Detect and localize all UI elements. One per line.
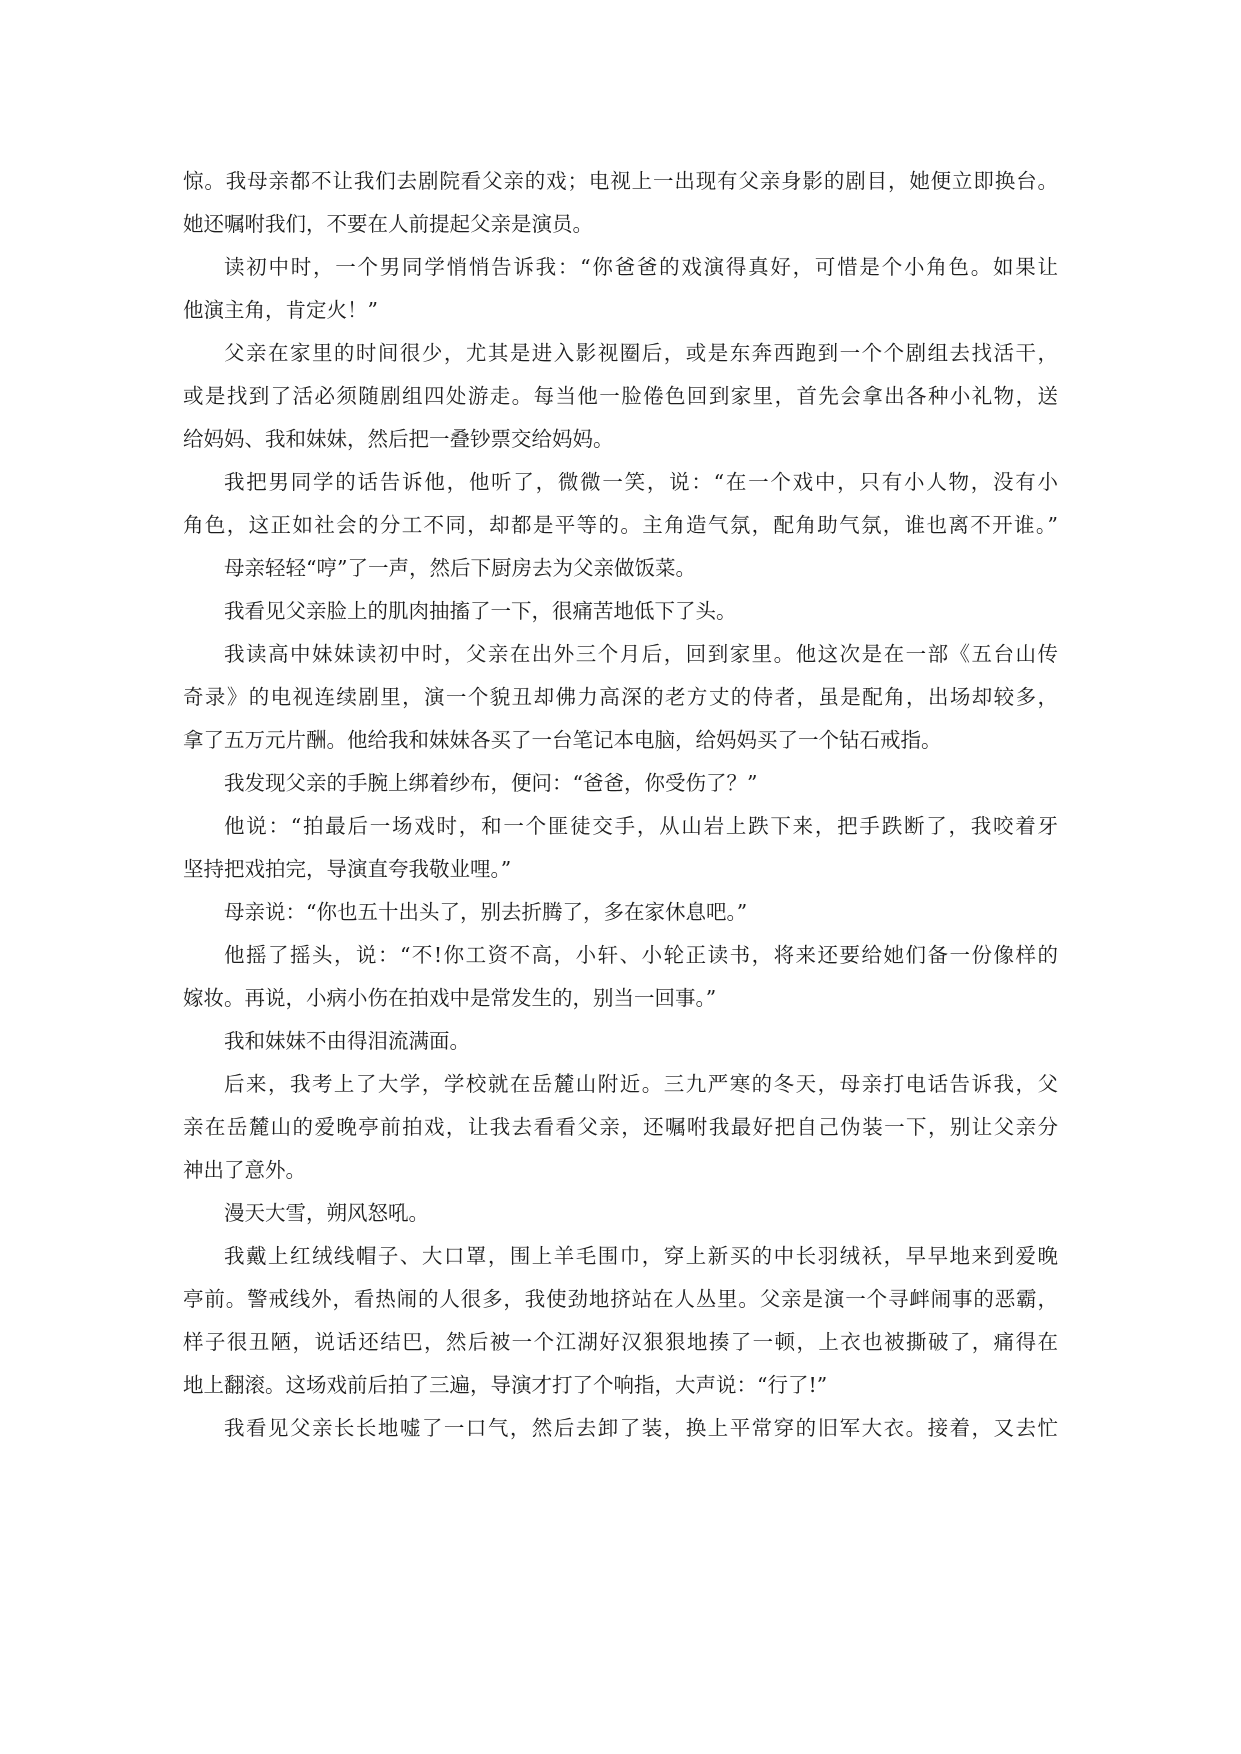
text-line: 嫁妆。再说，小病小伤在拍戏中是常发生的，别当一回事。” <box>183 986 717 1010</box>
text-line: 给妈妈、我和妹妹，然后把一叠钞票交给妈妈。 <box>183 427 614 451</box>
text-line: 漫天大雪，朔风怒吼。 <box>224 1201 429 1225</box>
text-line: 我把男同学的话告诉他，他听了，微微一笑，说：“在一个戏中，只有小人物，没有小 <box>224 470 1058 494</box>
text-line: 拿了五万元片酬。他给我和妹妹各买了一台笔记本电脑，给妈妈买了一个钻石戒指。 <box>183 728 942 752</box>
text-line: 坚持把戏拍完，导演直夸我敬业哩。” <box>183 857 512 881</box>
text-line: 我看见父亲脸上的肌肉抽搐了一下，很痛苦地低下了头。 <box>224 599 737 623</box>
text-line: 后来，我考上了大学，学校就在岳麓山附近。三九严寒的冬天，母亲打电话告诉我，父 <box>224 1072 1058 1096</box>
body-text <box>183 160 1058 1450</box>
text-line: 样子很丑陋，说话还结巴，然后被一个江湖好汉狠狠地揍了一顿，上衣也被撕破了，痛得在 <box>183 1330 1058 1354</box>
text-line: 亭前。警戒线外，看热闹的人很多，我使劲地挤站在人丛里。父亲是演一个寻衅闹事的恶霸， <box>183 1287 1058 1311</box>
text-line: 母亲轻轻“哼”了一声，然后下厨房去为父亲做饭菜。 <box>224 556 696 580</box>
text-line: 他说：“拍最后一场戏时，和一个匪徒交手，从山岩上跌下来，把手跌断了，我咬着牙 <box>224 814 1058 838</box>
text-line: 我看见父亲长长地嘘了一口气，然后去卸了装，换上平常穿的旧军大衣。接着，又去忙 <box>224 1416 1058 1440</box>
text-line: 我和妹妹不由得泪流满面。 <box>224 1029 470 1053</box>
text-line: 母亲说：“你也五十出头了，别去折腾了，多在家休息吧。” <box>224 900 748 924</box>
text-line: 或是找到了活必须随剧组四处游走。每当他一脸倦色回到家里，首先会拿出各种小礼物，送 <box>183 384 1058 408</box>
text-line: 他演主角，肯定火！” <box>183 298 378 322</box>
text-line: 我读高中妹妹读初中时，父亲在出外三个月后，回到家里。他这次是在一部《五台山传 <box>224 642 1058 666</box>
text-line: 角色，这正如社会的分工不同，却都是平等的。主角造气氛，配角助气氛，谁也离不开谁。” <box>183 513 1058 537</box>
text-line: 我发现父亲的手腕上绑着纱布，便问：“爸爸，你受伤了？” <box>224 771 758 795</box>
text-line: 亲在岳麓山的爱晚亭前拍戏，让我去看看父亲，还嘱咐我最好把自己伪装一下，别让父亲分 <box>183 1115 1058 1139</box>
text-line: 父亲在家里的时间很少，尤其是进入影视圈后，或是东奔西跑到一个个剧组去找活干， <box>224 341 1058 365</box>
text-line: 读初中时，一个男同学悄悄告诉我：“你爸爸的戏演得真好，可惜是个小角色。如果让 <box>224 255 1058 279</box>
text-line: 她还嘱咐我们，不要在人前提起父亲是演员。 <box>183 212 593 236</box>
text-line: 他摇了摇头，说：“不!你工资不高，小轩、小轮正读书，将来还要给她们备一份像样的 <box>224 943 1058 967</box>
text-line: 地上翻滚。这场戏前后拍了三遍，导演才打了个响指，大声说：“行了!” <box>183 1373 828 1397</box>
text-line: 我戴上红绒线帽子、大口罩，围上羊毛围巾，穿上新买的中长羽绒袄，早早地来到爱晚 <box>224 1244 1058 1268</box>
text-line: 奇录》的电视连续剧里，演一个貌丑却佛力高深的老方丈的侍者，虽是配角，出场却较多， <box>183 685 1058 709</box>
text-line: 惊。我母亲都不让我们去剧院看父亲的戏；电视上一出现有父亲身影的剧目，她便立即换台。 <box>183 169 1058 193</box>
text-line: 神出了意外。 <box>183 1158 306 1182</box>
